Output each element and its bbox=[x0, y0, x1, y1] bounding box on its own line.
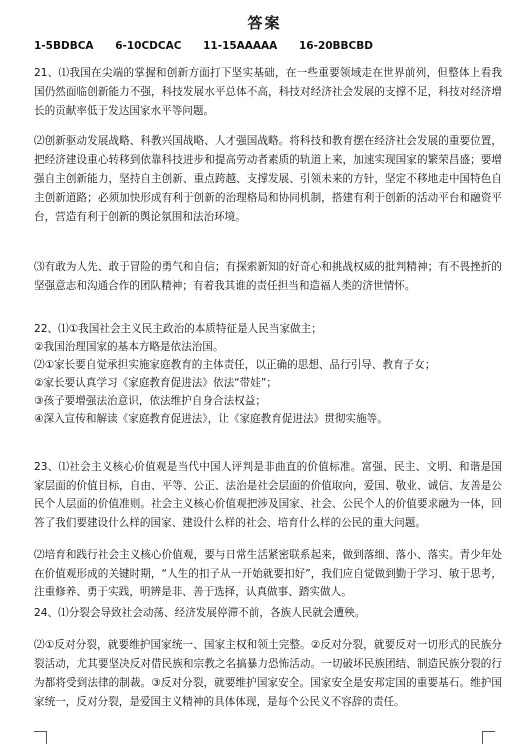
answer-21-3: ⑶有敢为人先、敢于冒险的勇气和自信；有探索新知的好奇心和挑战权威的批判精神；有不畏挫折的坚强意志和沟通合作的团队精神；有着我其谁的责任担当和造福人类的济世情怀。 bbox=[34, 261, 502, 292]
answer-key-group: 16-20BBCBD bbox=[298, 40, 373, 52]
answer-key-group: 1-5BDBCA bbox=[34, 40, 94, 52]
answer-23-2: ⑵培育和践行社会主义核心价值观，要与日常生活紧密联系起来，做到落细、落小、落实。青少年处在价值观形成的关键时期，“人生的扣子从一开始就要扣好”，我们应自觉做到勤于学习、敏于思考，注重修养、勇于实践，明辨是非、善于选择，认真做事、踏实做人。 bbox=[34, 549, 502, 598]
answer-22: 22、⑴①我国社会主义民主政治的本质特征是人民当家做主； ②我国治理国家的基本方略是依法治国。 ⑵①家长要自觉承担实施家庭教育的主体责任，以正确的思想、品行引导、教育子女； ②家长要认真学习《家庭教育促进法》依法“带娃”； ③孩子要增强法治意识，依法维护自身合法权益； ④深入宣传和解读《家庭教育促进法》，让《家庭教育促进法》贯彻实施等。 bbox=[34, 323, 436, 425]
crop-mark bbox=[34, 731, 47, 744]
answer-key-group: 6-10CDCAC bbox=[115, 40, 182, 52]
answer-key bbox=[34, 40, 504, 52]
answer-24-1: 24、⑴分裂会导致社会动荡、经济发展停滞不前，各族人民就会遭殃。 bbox=[34, 607, 366, 619]
crop-mark bbox=[482, 731, 495, 744]
answer-21-1: 21、⑴我国在尖端的掌握和创新方面打下坚实基础，在一些重要领域走在世界前列，但整体上看我国仍然面临创新能力不强，科技发展水平总体不高，科技对经济社会发展的支撑不足，科技对经济增长的贡献率低于发达国家水平等问题。 bbox=[34, 67, 502, 117]
answer-23-1: 23、⑴社会主义核心价值观是当代中国人评判是非曲直的价值标准。富强、民主、文明、和谐是国家层面的价值目标，自由、平等、公正、法治是社会层面的价值取向，爱国、敬业、诚信、友善是公民个人层面的价值准则。社会主义核心价值观把涉及国家、社会、公民个人的价值要求融为一体，回答了我们要建设什么样的国家、建设什么样的社会、培育什么样的公民的重大问题。 bbox=[34, 461, 502, 529]
page-title: 答案 bbox=[247, 14, 282, 32]
answer-21-2: ⑵创新驱动发展战略、科教兴国战略、人才强国战略。将科技和教育摆在经济社会发展的重要位置，把经济建设重心转移到依靠科技进步和提高劳动者素质的轨道上来，加速实现国家的繁荣昌盛；要增强自主创新能力，坚持自主创新、重点跨越、支撑发展、引领未来的方针，坚定不移地走中国特色自主创新道路；必须加快形成有利于创新的治理格局和协同机制，搭建有利于创新的活动平台和融资平台，营造有利于创新的舆论氛围和法治环境。 bbox=[34, 135, 502, 223]
answer-24-2: ⑵①反对分裂，就要维护国家统一、国家主权和领土完整。②反对分裂，就要反对一切形式的民族分裂活动，尤其要坚决反对借民族和宗教之名搞暴力恐怖活动。一切破坏民族团结、制造民族分裂的行为都将受到法律的制裁。③反对分裂，就要维护国家安全。国家安全是安邦定国的重要基石。维护国家统一，反对分裂，是爱国主义精神的具体体现，是每个公民义不容辞的责任。 bbox=[34, 639, 502, 708]
answer-key-group: 11-15AAAAA bbox=[203, 40, 278, 52]
